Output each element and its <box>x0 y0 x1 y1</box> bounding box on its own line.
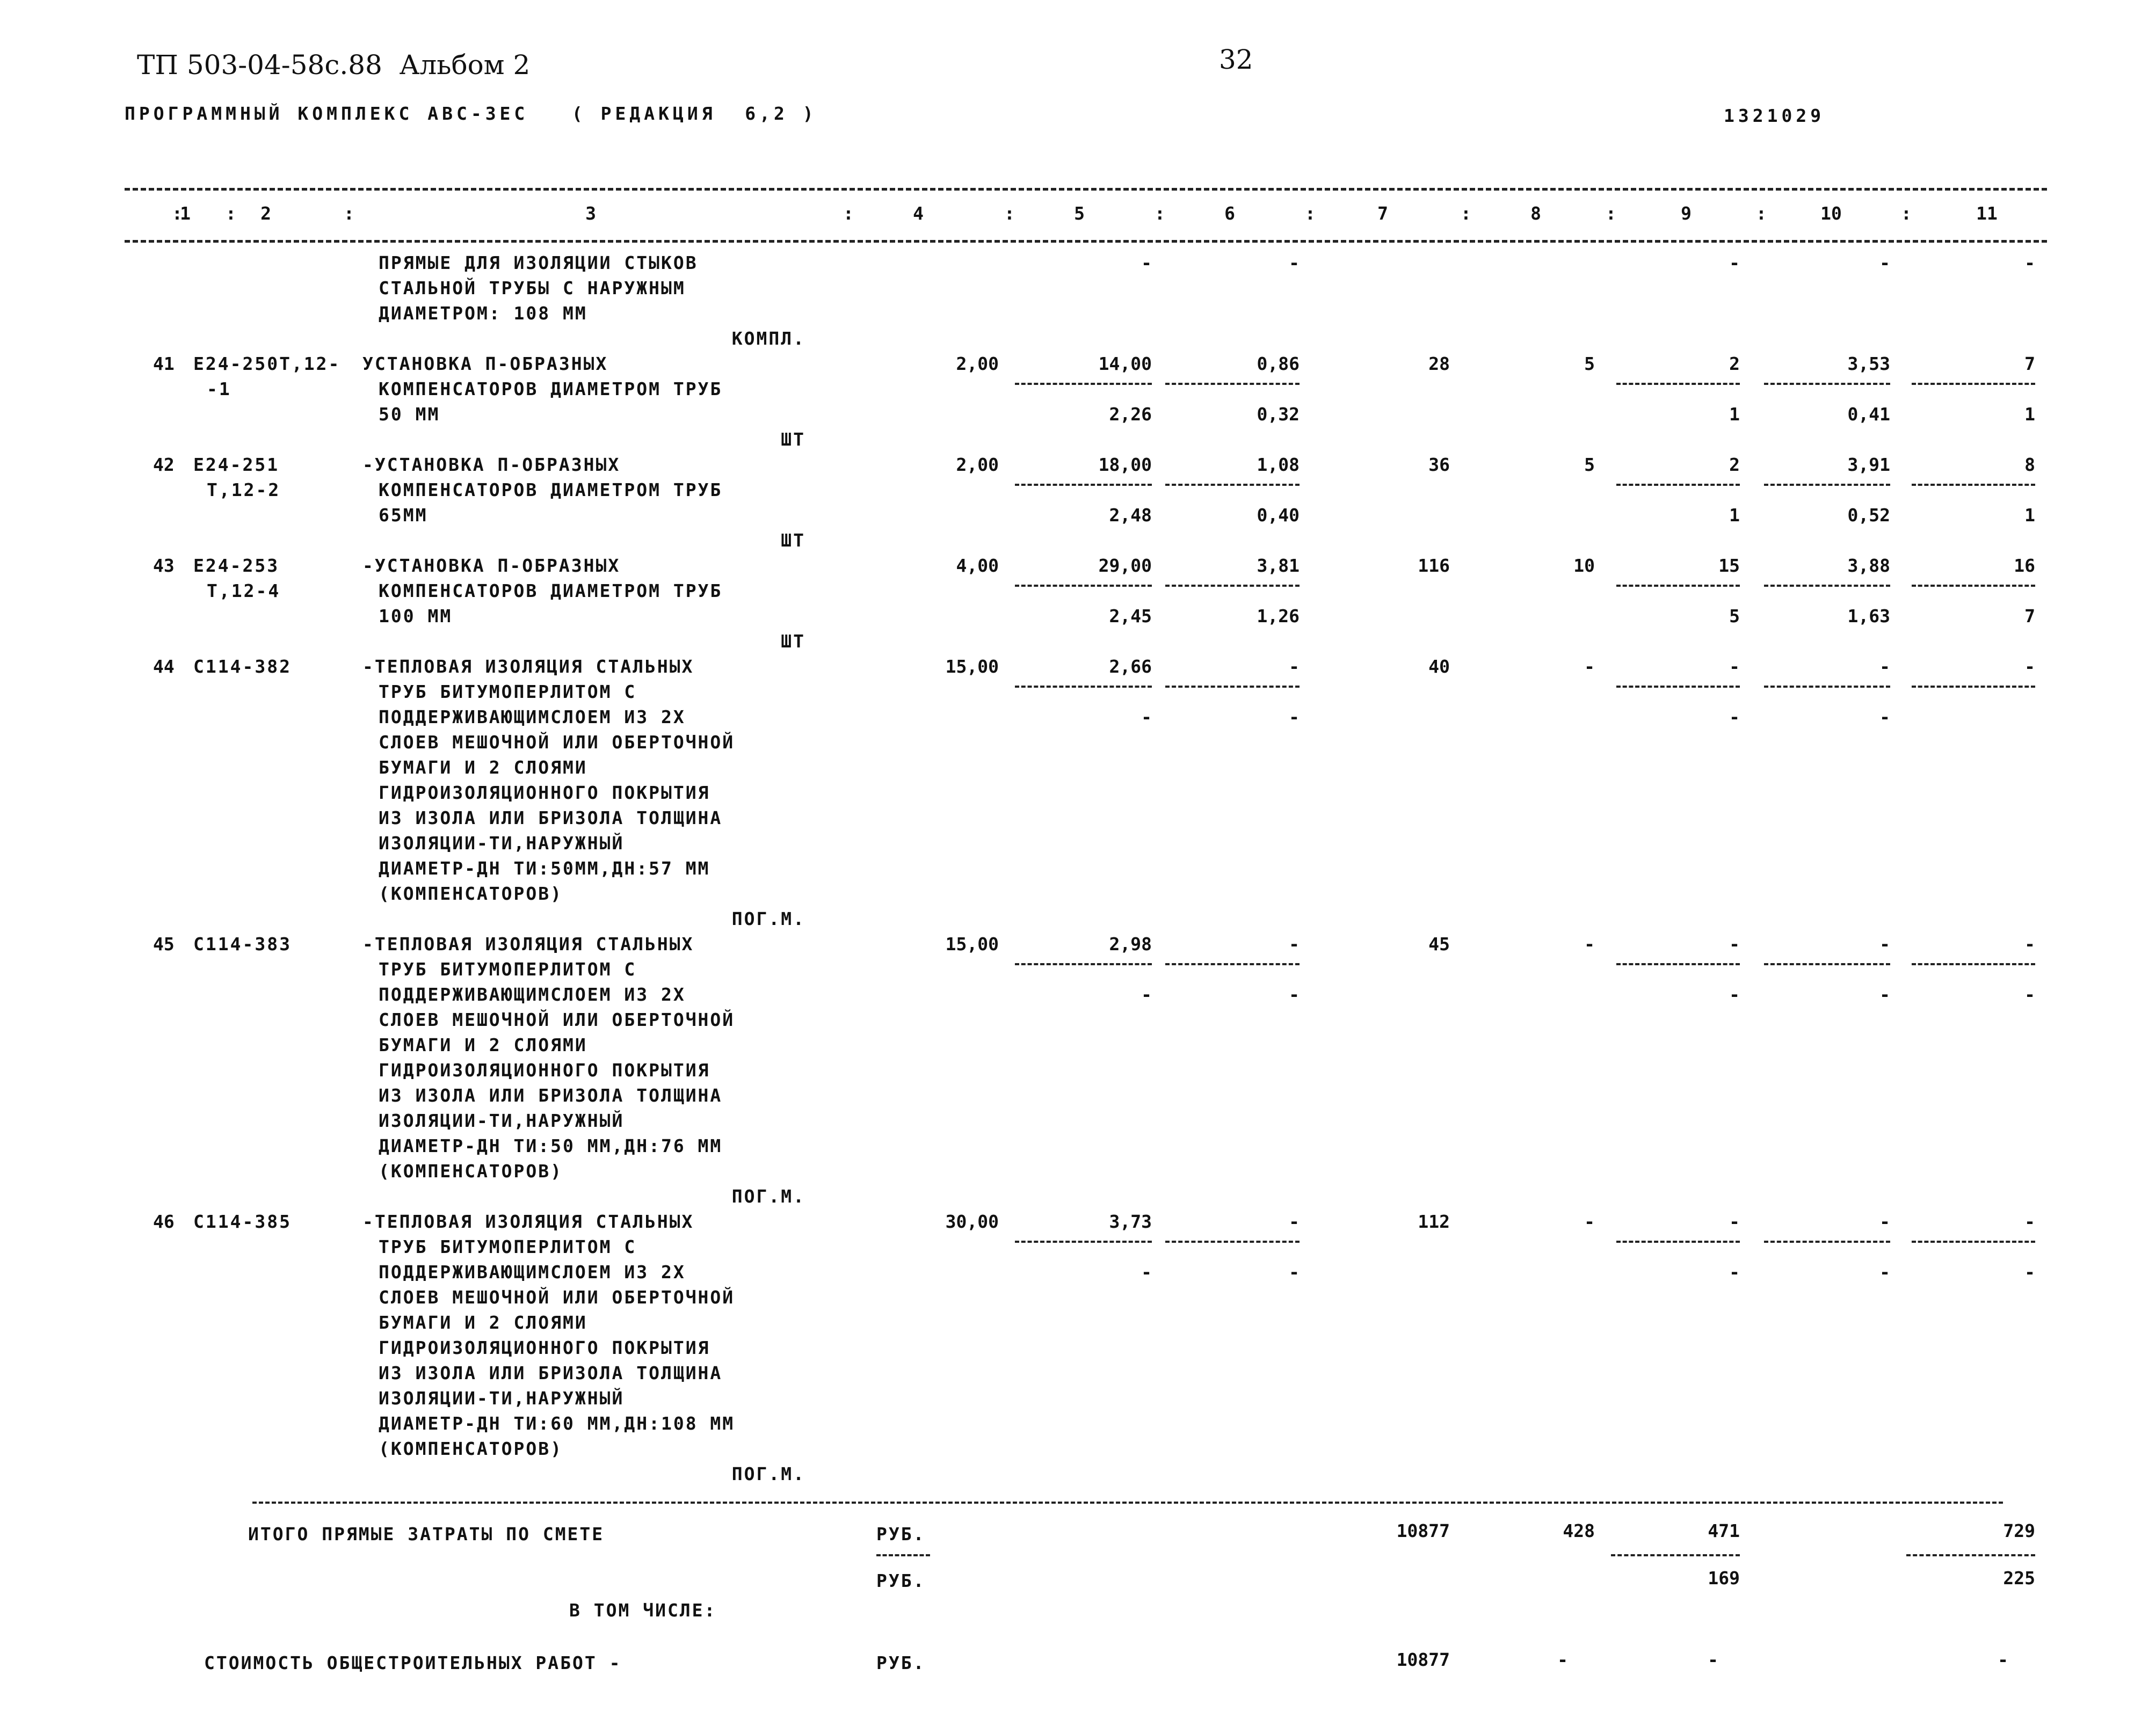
totals-label: ИТОГО ПРЯМЫЕ ЗАТРАТЫ ПО СМЕТЕ <box>248 1524 605 1545</box>
cell-c11: - <box>2024 252 2035 273</box>
cell-c11: - <box>2024 1211 2035 1232</box>
cell-c6-sub: - <box>1289 984 1300 1005</box>
cell-c10: 3,91 <box>1847 454 1890 475</box>
cell-divider-dash <box>1616 585 1740 587</box>
cell-c9: - <box>1729 1211 1740 1232</box>
item-description-line: СТАЛЬНОЙ ТРУБЫ С НАРУЖНЫМ <box>379 278 686 298</box>
cell-quantity: 15,00 <box>945 656 999 677</box>
cell-c5: 14,00 <box>1098 353 1152 374</box>
cell-divider-dash <box>1015 1241 1152 1243</box>
totals-c7: 10877 <box>1396 1520 1450 1541</box>
column-number: 5 <box>1074 203 1085 224</box>
row-number: 42 <box>153 454 175 475</box>
column-number: 9 <box>1681 203 1692 224</box>
cell-divider-dash <box>1165 1241 1300 1243</box>
item-description-line: ПОДДЕРЖИВАЮЩИМСЛОЕМ ИЗ 2Х <box>379 1262 686 1283</box>
cell-c10-sub: 0,41 <box>1847 404 1890 425</box>
item-description-line: ГИДРОИЗОЛЯЦИОННОГО ПОКРЫТИЯ <box>379 782 710 803</box>
totals-c9-rule <box>1611 1554 1740 1556</box>
document-code: ТП 503-04-58с.88 Альбом 2 <box>137 49 531 81</box>
cell-c8: - <box>1584 1211 1595 1232</box>
cell-c10: - <box>1879 1211 1890 1232</box>
unit-label: ПОГ.М. <box>731 1463 805 1484</box>
cell-quantity: 30,00 <box>945 1211 999 1232</box>
column-separator: : <box>1606 203 1616 224</box>
cell-c6: - <box>1289 656 1300 677</box>
cell-divider-dash <box>1015 686 1152 688</box>
cell-divider-dash <box>1165 585 1300 587</box>
cell-divider-dash <box>1912 963 2035 965</box>
item-description-line: ТРУБ БИТУМОПЕРЛИТОМ С <box>379 681 637 702</box>
totals-c11a: 729 <box>2003 1520 2035 1541</box>
cell-c9-sub: - <box>1729 1262 1740 1283</box>
item-description-line: КОМПЕНСАТОРОВ ДИАМЕТРОМ ТРУБ <box>379 580 723 601</box>
cell-c5-sub: 2,26 <box>1109 404 1152 425</box>
item-description-line: ИЗОЛЯЦИИ-ТИ,НАРУЖНЫЙ <box>379 1110 625 1131</box>
cell-c5-sub: 2,45 <box>1109 606 1152 626</box>
totals-unit-1: РУБ. <box>876 1524 926 1545</box>
totals-c8: 428 <box>1563 1520 1595 1541</box>
cell-c5: 29,00 <box>1098 555 1152 576</box>
cell-c10-sub: - <box>1879 706 1890 727</box>
cell-divider-dash <box>1616 484 1740 486</box>
item-description-line: -ТЕПЛОВАЯ ИЗОЛЯЦИЯ СТАЛЬНЫХ <box>362 1211 694 1232</box>
cell-c7: 40 <box>1428 656 1450 677</box>
cell-quantity: 2,00 <box>956 454 999 475</box>
cell-divider-dash <box>1912 585 2035 587</box>
unit-label: КОМПЛ. <box>731 328 805 349</box>
cell-divider-dash <box>1165 383 1300 385</box>
cell-quantity: 4,00 <box>956 555 999 576</box>
item-description-line: СЛОЕВ МЕШОЧНОЙ ИЛИ ОБЕРТОЧНОЙ <box>379 732 735 753</box>
cell-c11: 16 <box>2014 555 2035 576</box>
item-description-line: (КОМПЕНСАТОРОВ) <box>379 883 563 904</box>
cell-c10: - <box>1879 934 1890 955</box>
item-code: С114-385 <box>193 1211 292 1232</box>
totals-c9a: 471 <box>1708 1520 1740 1541</box>
item-description-line: 50 ММ <box>379 404 440 425</box>
cell-c10: 3,88 <box>1847 555 1890 576</box>
totals-unit-2: РУБ. <box>876 1570 926 1591</box>
cell-c9: - <box>1729 934 1740 955</box>
column-separator: : <box>226 203 236 224</box>
in-that-label: В ТОМ ЧИСЛЕ: <box>569 1600 717 1621</box>
item-description-line: ДИАМЕТР-ДН ТИ:60 ММ,ДН:108 ММ <box>379 1413 735 1434</box>
item-code-cont: Т,12-4 <box>207 580 281 601</box>
column-separator: : <box>344 203 354 224</box>
item-description-line: (КОМПЕНСАТОРОВ) <box>379 1438 563 1459</box>
cell-c7: 28 <box>1428 353 1450 374</box>
item-description-line: УСТАНОВКА П-ОБРАЗНЫХ <box>362 353 608 374</box>
cell-c9-sub: - <box>1729 706 1740 727</box>
cell-c11: 8 <box>2024 454 2035 475</box>
item-description-line: (КОМПЕНСАТОРОВ) <box>379 1161 563 1182</box>
column-number: 1 <box>180 203 191 224</box>
cell-c6: - <box>1289 252 1300 273</box>
totals-c11b: 225 <box>2003 1568 2035 1589</box>
cell-divider-dash <box>1015 383 1152 385</box>
cell-c11: - <box>2024 656 2035 677</box>
cell-divider-dash <box>1912 1241 2035 1243</box>
item-description-line: ТРУБ БИТУМОПЕРЛИТОМ С <box>379 1236 637 1257</box>
column-separator: : <box>1461 203 1471 224</box>
cell-c7: 112 <box>1418 1211 1450 1232</box>
cell-c9: - <box>1729 252 1740 273</box>
cell-c6-sub: 0,32 <box>1257 404 1300 425</box>
item-description-line: ДИАМЕТР-ДН ТИ:50ММ,ДН:57 ММ <box>379 858 710 879</box>
item-description-line: ПОДДЕРЖИВАЮЩИМСЛОЕМ ИЗ 2Х <box>379 984 686 1005</box>
cell-c5: - <box>1141 252 1152 273</box>
cell-c11: - <box>2024 934 2035 955</box>
cell-c11: 7 <box>2024 353 2035 374</box>
cell-c8: 10 <box>1573 555 1595 576</box>
cell-c9: 2 <box>1729 454 1740 475</box>
unit-label: ПОГ.М. <box>731 908 805 929</box>
item-description-line: ИЗ ИЗОЛА ИЛИ БРИЗОЛА ТОЛЩИНА <box>379 1085 723 1106</box>
cell-c5: 2,66 <box>1109 656 1152 677</box>
cell-c8: 5 <box>1584 454 1595 475</box>
cell-divider-dash <box>1764 484 1890 486</box>
column-number: 7 <box>1377 203 1388 224</box>
cell-c6: - <box>1289 1211 1300 1232</box>
column-number: 3 <box>585 203 596 224</box>
cell-c10-sub: - <box>1879 984 1890 1005</box>
column-separator: : <box>1756 203 1767 224</box>
cell-c7: 36 <box>1428 454 1450 475</box>
totals-c9b: 169 <box>1708 1568 1740 1589</box>
totals-unit-rule <box>876 1554 930 1556</box>
cell-c6-sub: - <box>1289 1262 1300 1283</box>
item-description-line: 100 ММ <box>379 606 453 626</box>
column-separator: : <box>1155 203 1165 224</box>
totals-rule <box>252 1502 2003 1504</box>
cell-c6: - <box>1289 934 1300 955</box>
column-separator: : <box>1305 203 1316 224</box>
cell-divider-dash <box>1015 963 1152 965</box>
item-description-line: ИЗ ИЗОЛА ИЛИ БРИЗОЛА ТОЛЩИНА <box>379 1363 723 1383</box>
header-rule-bottom <box>125 240 2047 243</box>
cell-c6: 0,86 <box>1257 353 1300 374</box>
cell-divider-dash <box>1165 686 1300 688</box>
item-description-line: -УСТАНОВКА П-ОБРАЗНЫХ <box>362 454 621 475</box>
cell-divider-dash <box>1764 1241 1890 1243</box>
cell-divider-dash <box>1616 686 1740 688</box>
cell-divider-dash <box>1764 383 1890 385</box>
cell-c11-sub: - <box>2024 1262 2035 1283</box>
cell-divider-dash <box>1764 686 1890 688</box>
item-description-line: 65ММ <box>379 505 428 526</box>
cell-c11-sub: 7 <box>2024 606 2035 626</box>
totals-c11-rule <box>1906 1554 2035 1556</box>
general-works-c8: - <box>1557 1649 1568 1670</box>
header-rule-top <box>125 188 2047 191</box>
cell-c7: 116 <box>1418 555 1450 576</box>
row-number: 44 <box>153 656 175 677</box>
item-description-line: ГИДРОИЗОЛЯЦИОННОГО ПОКРЫТИЯ <box>379 1060 710 1081</box>
cell-c11-sub: - <box>2024 984 2035 1005</box>
item-description-line: БУМАГИ И 2 СЛОЯМИ <box>379 757 587 778</box>
cell-c9-sub: 1 <box>1729 404 1740 425</box>
item-description-line: -ТЕПЛОВАЯ ИЗОЛЯЦИЯ СТАЛЬНЫХ <box>362 934 694 955</box>
item-description-line: ДИАМЕТРОМ: 108 ММ <box>379 303 587 324</box>
cell-c11-sub: 1 <box>2024 505 2035 526</box>
cell-c10: - <box>1879 656 1890 677</box>
cell-quantity: 15,00 <box>945 934 999 955</box>
cell-c5-sub: - <box>1141 984 1152 1005</box>
item-code: Е24-250Т,12- <box>193 353 341 374</box>
column-number: 10 <box>1820 203 1842 224</box>
cell-divider-dash <box>1165 484 1300 486</box>
cell-divider-dash <box>1616 963 1740 965</box>
item-description-line: БУМАГИ И 2 СЛОЯМИ <box>379 1035 587 1055</box>
document-id: 1321029 <box>1724 105 1825 126</box>
cell-c5-sub: 2,48 <box>1109 505 1152 526</box>
item-description-line: ГИДРОИЗОЛЯЦИОННОГО ПОКРЫТИЯ <box>379 1337 710 1358</box>
cell-quantity: 2,00 <box>956 353 999 374</box>
cell-c8: - <box>1584 934 1595 955</box>
cell-divider-dash <box>1912 686 2035 688</box>
column-separator: : <box>1004 203 1015 224</box>
cell-c9-sub: - <box>1729 984 1740 1005</box>
row-number: 41 <box>153 353 175 374</box>
cell-c6: 3,81 <box>1257 555 1300 576</box>
cell-c5: 18,00 <box>1098 454 1152 475</box>
cell-c5: 2,98 <box>1109 934 1152 955</box>
item-description-line: -ТЕПЛОВАЯ ИЗОЛЯЦИЯ СТАЛЬНЫХ <box>362 656 694 677</box>
cell-divider-dash <box>1165 963 1300 965</box>
cell-c5-sub: - <box>1141 706 1152 727</box>
cell-c9-sub: 5 <box>1729 606 1740 626</box>
row-number: 43 <box>153 555 175 576</box>
cell-divider-dash <box>1015 585 1152 587</box>
cell-divider-dash <box>1616 383 1740 385</box>
general-works-label: СТОИМОСТЬ ОБЩЕСТРОИТЕЛЬНЫХ РАБОТ - <box>204 1652 622 1673</box>
item-code-cont: Т,12-2 <box>207 479 281 500</box>
item-description-line: ТРУБ БИТУМОПЕРЛИТОМ С <box>379 959 637 980</box>
item-description-line: ПРЯМЫЕ ДЛЯ ИЗОЛЯЦИИ СТЫКОВ <box>379 252 698 273</box>
item-code-cont: -1 <box>207 378 231 399</box>
item-description-line: -УСТАНОВКА П-ОБРАЗНЫХ <box>362 555 621 576</box>
cell-c9: 2 <box>1729 353 1740 374</box>
page-number: 32 <box>1219 44 1253 75</box>
unit-label: ПОГ.М. <box>731 1186 805 1207</box>
general-works-c11: - <box>1998 1649 2008 1670</box>
cell-c10-sub: - <box>1879 1262 1890 1283</box>
cell-c9-sub: 1 <box>1729 505 1740 526</box>
general-works-c7: 10877 <box>1396 1649 1450 1670</box>
cell-divider-dash <box>1764 963 1890 965</box>
general-works-unit: РУБ. <box>876 1652 926 1673</box>
cell-c6: 1,08 <box>1257 454 1300 475</box>
cell-c10-sub: 1,63 <box>1847 606 1890 626</box>
cell-divider-dash <box>1912 484 2035 486</box>
cell-c5: 3,73 <box>1109 1211 1152 1232</box>
cell-c6-sub: 0,40 <box>1257 505 1300 526</box>
cell-c10: - <box>1879 252 1890 273</box>
item-description-line: КОМПЕНСАТОРОВ ДИАМЕТРОМ ТРУБ <box>379 479 723 500</box>
cell-c8: - <box>1584 656 1595 677</box>
item-code: С114-382 <box>193 656 292 677</box>
item-code: Е24-253 <box>193 555 280 576</box>
item-code: Е24-251 <box>193 454 280 475</box>
cell-divider-dash <box>1616 1241 1740 1243</box>
column-number: 4 <box>913 203 924 224</box>
item-description-line: ИЗОЛЯЦИИ-ТИ,НАРУЖНЫЙ <box>379 1388 625 1409</box>
cell-c9: 15 <box>1718 555 1740 576</box>
item-description-line: ДИАМЕТР-ДН ТИ:50 ММ,ДН:76 ММ <box>379 1135 723 1156</box>
cell-c9: - <box>1729 656 1740 677</box>
column-separator: : <box>843 203 854 224</box>
cell-c10-sub: 0,52 <box>1847 505 1890 526</box>
column-number: 6 <box>1224 203 1235 224</box>
column-separator: : <box>172 203 183 224</box>
row-number: 45 <box>153 934 175 955</box>
item-description-line: КОМПЕНСАТОРОВ ДИАМЕТРОМ ТРУБ <box>379 378 723 399</box>
general-works-c9: - <box>1708 1649 1718 1670</box>
cell-c11-sub: 1 <box>2024 404 2035 425</box>
column-separator: : <box>1901 203 1912 224</box>
item-description-line: БУМАГИ И 2 СЛОЯМИ <box>379 1312 587 1333</box>
column-number: 11 <box>1976 203 1998 224</box>
row-number: 46 <box>153 1211 175 1232</box>
column-number: 2 <box>260 203 271 224</box>
item-code: С114-383 <box>193 934 292 955</box>
cell-c6-sub: 1,26 <box>1257 606 1300 626</box>
cell-c8: 5 <box>1584 353 1595 374</box>
cell-c6-sub: - <box>1289 706 1300 727</box>
unit-label: ШТ <box>781 530 805 551</box>
item-description-line: СЛОЕВ МЕШОЧНОЙ ИЛИ ОБЕРТОЧНОЙ <box>379 1287 735 1308</box>
column-number: 8 <box>1530 203 1541 224</box>
item-description-line: ИЗ ИЗОЛА ИЛИ БРИЗОЛА ТОЛЩИНА <box>379 807 723 828</box>
cell-divider-dash <box>1912 383 2035 385</box>
cell-c5-sub: - <box>1141 1262 1152 1283</box>
item-description-line: ИЗОЛЯЦИИ-ТИ,НАРУЖНЫЙ <box>379 833 625 854</box>
unit-label: ШТ <box>781 631 805 652</box>
program-title: ПРОГРАММНЫЙ КОМПЛЕКС АВС-3ЕС ( РЕДАКЦИЯ 6,2 ) <box>125 103 817 124</box>
item-description-line: ПОДДЕРЖИВАЮЩИМСЛОЕМ ИЗ 2Х <box>379 706 686 727</box>
cell-divider-dash <box>1015 484 1152 486</box>
item-description-line: СЛОЕВ МЕШОЧНОЙ ИЛИ ОБЕРТОЧНОЙ <box>379 1009 735 1030</box>
unit-label: ШТ <box>781 429 805 450</box>
cell-c7: 45 <box>1428 934 1450 955</box>
cell-divider-dash <box>1764 585 1890 587</box>
cell-c10: 3,53 <box>1847 353 1890 374</box>
